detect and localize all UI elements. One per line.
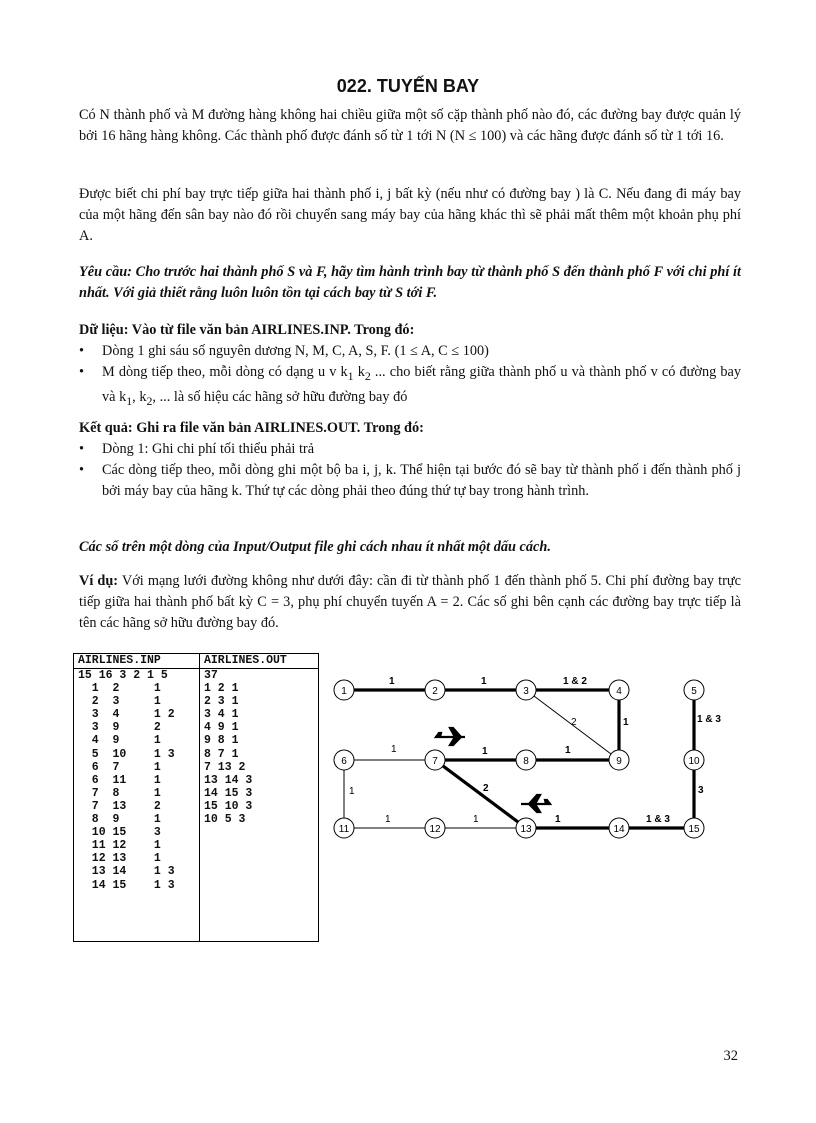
output-bullets <box>79 439 741 502</box>
graph-node <box>516 818 536 838</box>
graph-node <box>684 750 704 770</box>
graph-node <box>425 818 445 838</box>
node-label: 6 <box>341 756 347 767</box>
graph-node <box>684 680 704 700</box>
subscript: 2 <box>364 368 371 383</box>
graph-node <box>334 750 354 770</box>
input-heading: Dữ liệu: Vào từ file văn bản AIRLINES.INP. Trong đó: <box>79 322 415 338</box>
input-file-cell <box>74 669 200 942</box>
input-file-header: AIRLINES.INP <box>74 654 200 669</box>
requirement-paragraph: Yêu cầu: Cho trước hai thành phố S và F, hãy tìm hành trình bay từ thành phố S đến thành phố F với chi phí ít nhất. Với giả thiết rằng luôn luôn tồn tại cách bay từ S tới F. <box>79 264 741 301</box>
node-label: 11 <box>338 824 350 835</box>
output-bullet-2: • Các dòng tiếp theo, mỗi dòng ghi một bộ ba i, j, k. Thể hiện tại bước đó sẽ bay từ thành phố i đến thành phố j bởi máy bay của hãng k. Thứ tự các dòng phải theo đúng thứ tự bay trong hành trình. <box>79 460 741 502</box>
node-label: 13 <box>520 824 532 835</box>
output-file-header: AIRLINES.OUT <box>200 654 319 669</box>
cost-paragraph: Được biết chi phí bay trực tiếp giữa hai thành phố i, j bất kỳ (nếu như có đường bay ) là C. Nếu đang đi máy bay của một hãng đến sân bay nào đó rồi chuyển sang máy bay của hãng khác thì sẽ phải mất thêm một khoản phụ phí A. <box>79 186 741 244</box>
bullet-text: , ... là số hiệu các hãng sở hữu đường bay đó <box>152 388 408 405</box>
example-text: Với mạng lưới đường không như dưới đây: cần đi từ thành phố 1 đến thành phố 5. Chi phí đường bay trực tiếp giữa hai thành phố bất kỳ C = 3, phụ phí chuyển tuyến A = 2. Các số ghi bên cạnh các đường bay trực tiếp là tên các hãng sở hữu đường bay đó. <box>79 573 741 631</box>
input-bullets <box>79 341 741 412</box>
edge-label: 1 <box>565 745 571 756</box>
input-bullet-1: • Dòng 1 ghi sáu số nguyên dương N, M, C, A, S, F. (1 ≤ A, C ≤ 100) <box>79 341 741 362</box>
input-section <box>79 320 741 412</box>
output-bullet-1: • Dòng 1: Ghi chi phí tối thiểu phải trả <box>79 439 741 460</box>
graph-node <box>609 750 629 770</box>
page-number: 32 <box>723 1048 738 1064</box>
graph-node <box>425 750 445 770</box>
edge-label: 1 & 2 <box>563 676 587 687</box>
io-example-table <box>73 653 319 942</box>
edge-label: 1 <box>482 746 488 757</box>
graph-node <box>334 818 354 838</box>
node-label: 8 <box>523 756 529 767</box>
node-label: 2 <box>432 686 438 697</box>
output-file-cell <box>200 669 319 942</box>
graph-node <box>516 680 536 700</box>
edge-label: 1 <box>623 717 629 728</box>
edge-label: 1 <box>481 676 487 687</box>
edge-label: 3 <box>698 785 704 796</box>
bullet-text: , k <box>132 388 147 405</box>
input-file-content: 15 16 3 2 1 5 1 2 1 2 3 1 3 4 1 2 3 9 2 4 9 1 5 10 1 3 6 7 1 6 11 1 7 8 1 7 13 2 8 9 1 10 15 3 11 12 1 12 13 1 13 14 1 3 14 15 1 3 <box>78 669 175 892</box>
intro-paragraph: Có N thành phố và M đường hàng không hai chiều giữa một số cặp thành phố nào đó, các đường bay được quản lý bởi 16 hãng hàng không. Các thành phố được đánh số từ 1 tới N (N ≤ 100) và các hãng được đánh số từ 1 tới 16. <box>79 107 741 144</box>
output-file-content: 37 1 2 1 2 3 1 3 4 1 4 9 1 9 8 1 8 7 1 7 13 2 13 14 3 14 15 3 15 10 3 10 5 3 <box>204 669 253 827</box>
graph-node <box>425 680 445 700</box>
edge-label: 2 <box>483 783 489 794</box>
edge-label: 1 <box>389 676 395 687</box>
airplane-icon <box>521 795 551 812</box>
bullet-text: M dòng tiếp theo, mỗi dòng có dạng u v k <box>102 364 348 380</box>
subscript: 2 <box>146 393 153 408</box>
subscript: 1 <box>126 393 133 408</box>
page-title: 022. TUYẾN BAY <box>336 76 480 96</box>
airline-network-graph <box>325 662 721 842</box>
graph-node <box>516 750 536 770</box>
edge-label: 1 <box>473 814 479 825</box>
edge-7-13 <box>435 760 526 828</box>
bullet-text: ... cho biết rằng giữa thành phố u và thành phố v có đường bay và k <box>102 364 741 405</box>
output-heading: Kết quả: Ghi ra file văn bản AIRLINES.OUT. Trong đó: <box>79 420 424 436</box>
graph-node <box>609 680 629 700</box>
edge-label: 1 <box>555 814 561 825</box>
example-paragraph <box>79 571 741 634</box>
graph-node <box>334 680 354 700</box>
example-label: Ví dụ: <box>79 573 119 589</box>
node-label: 12 <box>429 824 441 835</box>
edge-label: 1 <box>391 744 397 755</box>
edge-label: 1 <box>349 786 355 797</box>
graph-node <box>609 818 629 838</box>
edge-label: 2 <box>571 717 577 728</box>
node-label: 10 <box>688 756 700 767</box>
airplane-icon <box>435 728 465 745</box>
node-label: 5 <box>691 686 697 697</box>
graph-node <box>684 818 704 838</box>
edge-label: 1 <box>385 814 391 825</box>
node-label: 15 <box>688 824 700 835</box>
node-label: 1 <box>341 686 347 697</box>
node-label: 14 <box>613 824 625 835</box>
node-label: 4 <box>616 686 622 697</box>
format-note: Các số trên một dòng của Input/Output file ghi cách nhau ít nhất một dấu cách. <box>79 539 551 555</box>
bullet-text: k <box>353 364 365 380</box>
node-label: 7 <box>432 756 438 767</box>
subscript: 1 <box>347 368 354 383</box>
node-label: 9 <box>616 756 622 767</box>
output-section <box>79 418 741 502</box>
node-label: 3 <box>523 686 529 697</box>
input-bullet-2 <box>79 362 741 412</box>
edge-label: 1 & 3 <box>646 814 670 825</box>
edge-label: 1 & 3 <box>697 714 721 725</box>
